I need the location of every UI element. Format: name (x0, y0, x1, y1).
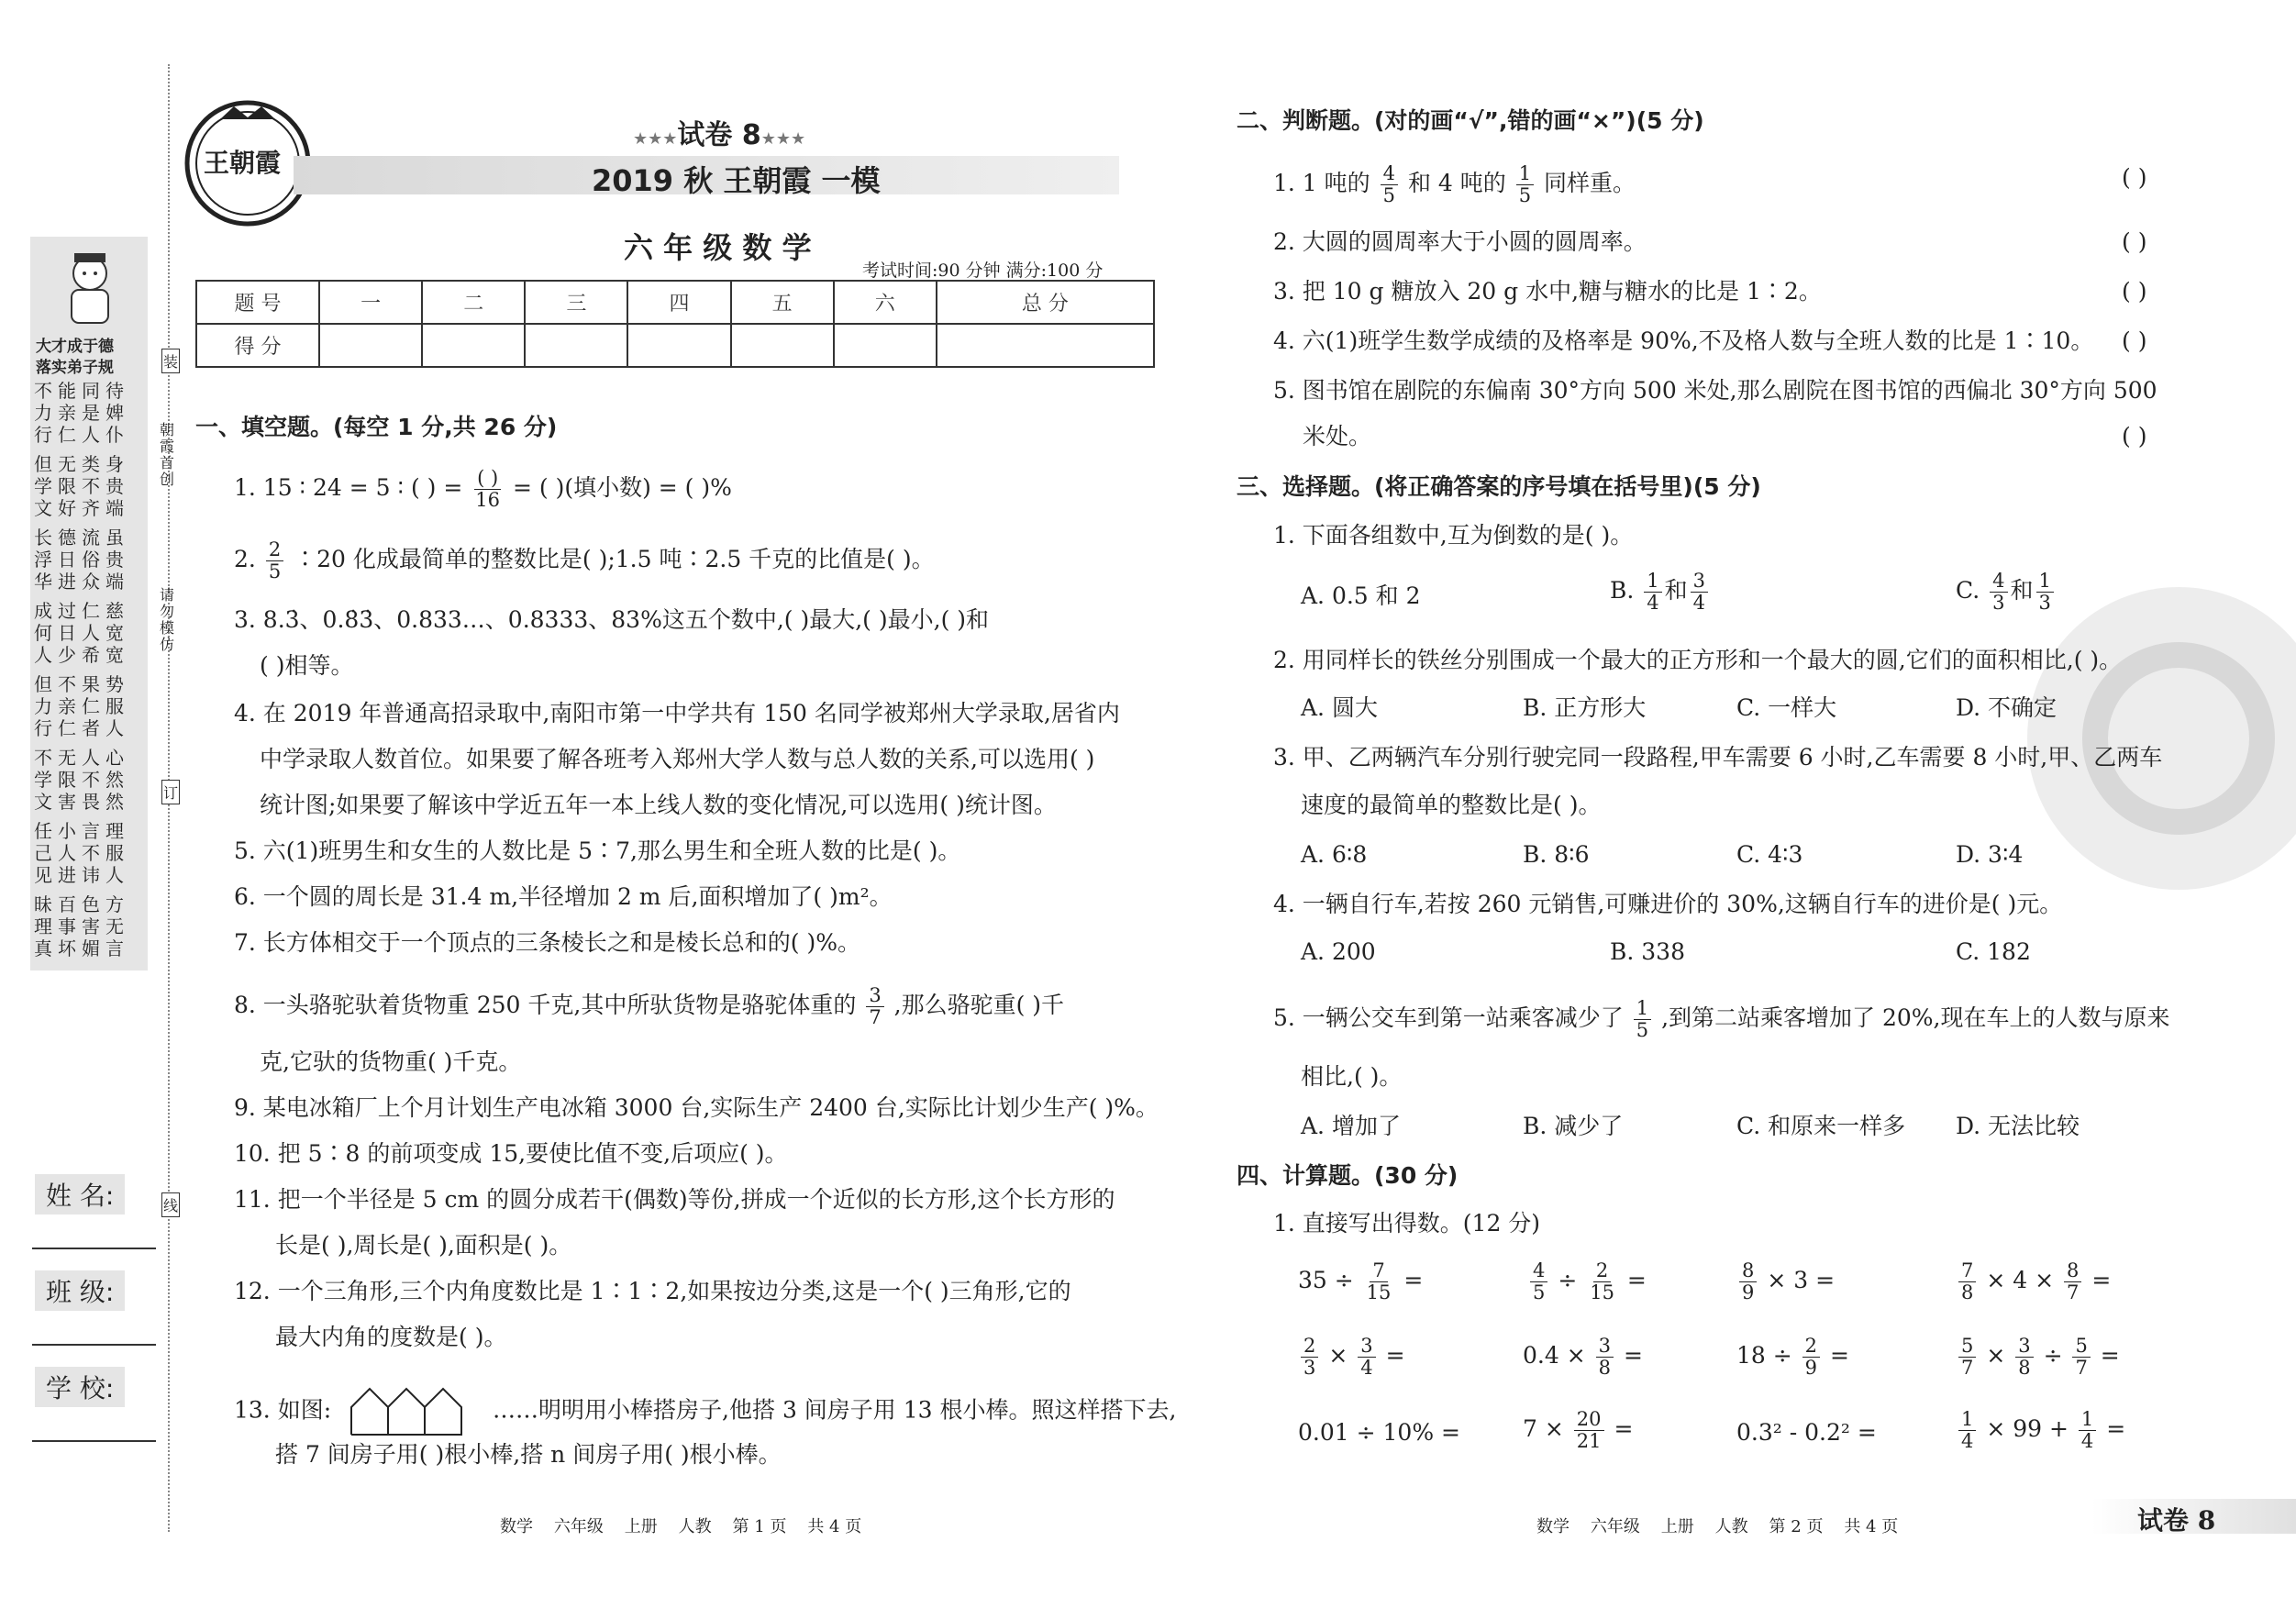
header-cell: 题 号 (196, 281, 319, 324)
header-cell: 六 (834, 281, 937, 324)
motto-columns (34, 380, 148, 967)
calc-fraction (2079, 1409, 2096, 1452)
fraction-denominator: 5 (1382, 184, 1395, 206)
calc-fraction (1301, 1336, 1318, 1379)
calc-text: ÷ (1558, 1267, 1578, 1293)
section1-title: 一、填空题。(每空 1 分,共 26 分) (195, 414, 558, 440)
school-label: 学 校: (35, 1367, 125, 1407)
calc-3 (1736, 1260, 1835, 1303)
houses-figure (348, 1387, 476, 1436)
motto-row: 长德流虽 (34, 527, 129, 549)
footer-right: 数学 六年级 上册 人教 第 2 页 共 4 页 (1536, 1517, 1899, 1536)
fraction-numerator: 2 (1593, 1260, 1611, 1282)
s2-q1-answer[interactable]: ( ) (2122, 164, 2147, 191)
score-cell[interactable] (937, 324, 1154, 367)
class-field[interactable] (32, 1344, 156, 1346)
fraction-numerator: 3 (1358, 1336, 1375, 1358)
option-letter: B. (1610, 577, 1635, 604)
s3-q4-opt-a[interactable]: A. 200 (1301, 938, 1376, 965)
s1-q5: 5. 六(1)班男生和女生的人数比是 5∶7,那么男生和全班人数的比是( )。 (234, 837, 961, 864)
s1-q7: 7. 长方体相交于一个顶点的三条棱长之和是棱长总和的( )%。 (234, 929, 861, 956)
calc-4 (1956, 1260, 2111, 1303)
s1-q13-line1 (234, 1387, 1176, 1436)
fraction-numerator: 4 (1990, 571, 2007, 593)
s3-q2-opt-d[interactable]: D. 不确定 (1956, 694, 2058, 721)
score-cell[interactable] (422, 324, 525, 367)
fraction-denominator: 3 (1303, 1357, 1316, 1379)
motto-row: 行仁人仆 (34, 424, 129, 446)
fraction-denominator: 21 (1576, 1430, 1602, 1452)
brand-logo (183, 99, 312, 227)
score-cell[interactable] (319, 324, 422, 367)
calc-fraction (1530, 1260, 1547, 1303)
s3-q1-opt-a[interactable]: A. 0.5 和 2 (1301, 582, 1421, 609)
motto-row: 学限不然 (34, 769, 129, 791)
s2-q1-text-b: 和 4 吨的 (1407, 170, 1506, 196)
motto-line-1: 大才成于德 (36, 338, 114, 356)
motto-row: 人少希宽 (34, 644, 129, 666)
option-fraction (2036, 571, 2054, 614)
header-cell: 二 (422, 281, 525, 324)
calc-text: = (1403, 1267, 1424, 1293)
s3-q5-text-a: 5. 一辆公交车到第一站乘客减少了 (1273, 1004, 1624, 1031)
s1-q1-text-a: 1. 15 ∶ 24 = 5 ∶ ( ) = (234, 474, 463, 501)
paper-label-text: 试卷 8 (677, 119, 761, 151)
motto-row: 学限不贵 (34, 475, 129, 497)
school-field[interactable] (32, 1440, 156, 1442)
calc-12 (1956, 1409, 2125, 1452)
sidebar-panel (30, 237, 148, 970)
motto-row: 不能同待 (34, 380, 129, 402)
calc-fraction (2064, 1260, 2081, 1303)
header-cell: 一 (319, 281, 422, 324)
fraction-denominator: 5 (1533, 1281, 1546, 1303)
fraction-denominator: 5 (1518, 184, 1532, 206)
fraction-numerator: 20 (1574, 1409, 1604, 1431)
section2-title: 二、判断题。(对的画“√”,错的画“×”)(5 分) (1237, 107, 1704, 134)
fraction-denominator: 7 (2066, 1281, 2080, 1303)
s2-q5-line2: 米处。 (1303, 423, 1372, 449)
s2-q3-answer[interactable]: ( ) (2122, 278, 2147, 305)
s1-q11-line1: 11. 把一个半径是 5 cm 的圆分成若干(偶数)等份,拼成一个近似的长方形,这个长方形的 (234, 1186, 1115, 1213)
calc-5 (1298, 1336, 1405, 1379)
motto-row: 理事害无 (34, 915, 129, 937)
fraction-denominator: 4 (1961, 1430, 1974, 1452)
option-fraction (1644, 571, 1661, 614)
s2-q2-answer[interactable]: ( ) (2122, 228, 2147, 255)
s1-q8-line2: 克,它驮的货物重( )千克。 (260, 1048, 522, 1075)
score-table-score-row (196, 324, 1154, 367)
option-fraction (1691, 571, 1708, 614)
calc-fraction (2015, 1336, 2033, 1379)
option-fraction (1990, 571, 2007, 614)
fraction-numerator: 1 (1634, 998, 1651, 1020)
s3-q3-opt-d[interactable]: D. 3∶4 (1956, 841, 2024, 868)
s1-q13-text-a: 13. 如图: (234, 1396, 332, 1424)
calc-fraction (2072, 1336, 2090, 1379)
motto-row: 力亲仁服 (34, 695, 129, 717)
binding-label-zhuang: 装 (161, 349, 180, 373)
fraction-numerator: 3 (1691, 571, 1708, 593)
calc-text: ÷ (2043, 1342, 2063, 1369)
binding-label-copyright: 朝霞首创 (160, 421, 175, 488)
fraction-numerator: 1 (1958, 1409, 1976, 1431)
s2-q4: 4. 六(1)班学生数学成绩的及格率是 90%,不及格人数与全班人数的比是 1∶10。 (1273, 327, 2094, 354)
s1-q1-fraction (472, 468, 503, 511)
calc-text: = (1623, 1342, 1643, 1369)
score-table (195, 280, 1155, 368)
calc-fraction (1739, 1260, 1757, 1303)
calc-fraction (1958, 1409, 1976, 1452)
fraction-denominator: 4 (1647, 592, 1659, 614)
motto-row: 任小言理 (34, 820, 129, 842)
s1-q6: 6. 一个圆的周长是 31.4 m,半径增加 2 m 后,面积增加了( )m²。 (234, 883, 893, 910)
s3-q2-opt-c[interactable]: C. 一样大 (1736, 694, 1837, 721)
calc-text: = (1830, 1342, 1849, 1369)
motto-line-2: 落实弟子规 (36, 359, 114, 377)
s3-q4-opt-b[interactable]: B. 338 (1610, 938, 1685, 965)
s1-q13-text-b: ……明明用小棒搭房子,他搭 3 间房子用 13 根小棒。照这样搭下去, (493, 1396, 1177, 1424)
score-table-header-row (196, 281, 1154, 324)
s1-q1-text-b: = ( )(填小数) = ( )% (512, 474, 732, 501)
name-label: 姓 名: (35, 1174, 125, 1214)
name-field[interactable] (32, 1248, 156, 1249)
calc-text: × 4 × (1986, 1267, 2055, 1293)
calc-11: 0.3² - 0.2² = (1736, 1419, 1877, 1446)
s2-q1-text-a: 1. 1 吨的 (1273, 170, 1370, 196)
s1-q4-line2: 中学录取人数首位。如果要了解各班考入郑州大学人数与总人数的关系,可以选用( ) (260, 746, 1095, 772)
calc-text: 7 × (1523, 1415, 1564, 1442)
fraction-numerator: ( ) (474, 468, 501, 490)
s3-q1-opt-b[interactable] (1610, 571, 1711, 614)
calc-text: = (1385, 1342, 1405, 1369)
calc-fraction (1587, 1260, 1617, 1303)
class-label: 班 级: (35, 1270, 125, 1311)
fraction-numerator: 1 (2036, 571, 2054, 593)
fraction-denominator: 9 (1804, 1357, 1818, 1379)
motto-row: 行仁者人 (34, 717, 129, 739)
motto-row: 但不果势 (34, 673, 129, 695)
s1-q3-line2: ( )相等。 (260, 652, 354, 679)
fraction-denominator: 7 (869, 1006, 882, 1028)
calc-text: = (2100, 1342, 2120, 1369)
s1-q2-fraction (266, 539, 283, 582)
fraction-numerator: 2 (1301, 1336, 1318, 1358)
fraction-numerator: 3 (1596, 1336, 1614, 1358)
motto-row: 浮日俗贵 (34, 549, 129, 571)
fraction-denominator: 4 (1692, 592, 1706, 614)
calc-text: × (1986, 1342, 2006, 1369)
s1-q10: 10. 把 5∶8 的前项变成 15,要使比值不变,后项应( )。 (234, 1140, 788, 1167)
fraction-numerator: 1 (1644, 571, 1661, 593)
s1-q12-line2: 最大内角的度数是( )。 (275, 1324, 507, 1350)
calc-text: × 3 = (1767, 1267, 1836, 1293)
calc-fraction (1358, 1336, 1375, 1379)
motto-row: 文害畏然 (34, 791, 129, 813)
s3-q3-line2: 速度的最简单的整数比是( )。 (1301, 792, 1602, 818)
score-cell[interactable] (834, 324, 937, 367)
s2-q1 (1273, 163, 1636, 206)
s1-q8-text-b: ,那么骆驼重( )千 (893, 992, 1065, 1018)
header-cell: 三 (525, 281, 627, 324)
motto-row: 见进讳人 (34, 864, 129, 886)
fraction-denominator: 9 (1742, 1281, 1755, 1303)
s2-q1-fraction-1 (1381, 163, 1398, 206)
calc-text: × 99 + (1986, 1415, 2069, 1442)
fraction-numerator: 7 (1370, 1260, 1387, 1282)
fraction-numerator: 5 (2072, 1336, 2090, 1358)
header-cell: 五 (731, 281, 834, 324)
calc-text: 35 ÷ (1298, 1267, 1354, 1293)
calc-7 (1736, 1336, 1849, 1379)
subject-title: 六 年 级 数 学 (624, 230, 812, 265)
fraction-numerator: 2 (1802, 1336, 1820, 1358)
calc-8 (1956, 1336, 2120, 1379)
fraction-denominator: 3 (2038, 592, 2051, 614)
calc-10 (1523, 1409, 1633, 1452)
option-letter: C. (1956, 577, 1980, 604)
score-cell[interactable] (731, 324, 834, 367)
fraction-denominator: 8 (2018, 1357, 2031, 1379)
calc-1 (1298, 1260, 1423, 1303)
header-cell: 总 分 (937, 281, 1154, 324)
s3-q2-opt-a[interactable]: A. 圆大 (1301, 694, 1378, 721)
motto-row: 华进众端 (34, 571, 129, 593)
binding-label-nocopy: 请勿模仿 (160, 586, 175, 653)
s1-q8-fraction (866, 985, 883, 1028)
fraction-denominator: 5 (1636, 1019, 1649, 1041)
fraction-numerator: 3 (866, 985, 883, 1007)
paper-label: ★★★试卷 8★★★ (633, 119, 806, 151)
s3-q5-opt-a[interactable]: A. 增加了 (1301, 1113, 1401, 1139)
calc-2 (1527, 1260, 1647, 1303)
s3-q5-text-b: ,到第二站乘客增加了 20%,现在车上的人数与原来 (1661, 1004, 2170, 1031)
s3-q2: 2. 用同样长的铁丝分别围成一个最大的正方形和一个最大的圆,它们的面积相比,( )。 (1273, 647, 2123, 673)
calc-text: × (1328, 1342, 1348, 1369)
fraction-numerator: 1 (1516, 163, 1534, 185)
s3-q5-opt-b[interactable]: B. 减少了 (1523, 1113, 1624, 1139)
score-cell[interactable] (525, 324, 627, 367)
s1-q12-line1: 12. 一个三角形,三个内角度数比是 1∶1∶2,如果按边分类,这是一个( )三角形,它的 (234, 1278, 1071, 1304)
fraction-numerator: 4 (1381, 163, 1398, 185)
score-cell[interactable] (627, 324, 730, 367)
calc-text: = (1626, 1267, 1647, 1293)
s3-q5-opt-d[interactable]: D. 无法比较 (1956, 1113, 2080, 1139)
s2-q2: 2. 大圆的圆周率大于小圆的圆周率。 (1273, 228, 1647, 255)
option-connector: 和 (2010, 577, 2034, 604)
s4-sub1: 1. 直接写出得数。(12 分) (1273, 1210, 1541, 1237)
fraction-numerator: 2 (266, 539, 283, 561)
fraction-denominator: 5 (268, 560, 282, 582)
s1-q13-line2: 搭 7 间房子用( )根小棒,搭 n 间房子用( )根小棒。 (275, 1441, 782, 1468)
calc-text: 0.4 × (1523, 1342, 1586, 1369)
fraction-numerator: 4 (1530, 1260, 1547, 1282)
fraction-denominator: 4 (1360, 1357, 1373, 1379)
s3-q3-opt-c[interactable]: C. 4∶3 (1736, 841, 1803, 868)
fraction-denominator: 4 (2080, 1430, 2094, 1452)
s3-q5-line2: 相比,( )。 (1301, 1063, 1403, 1090)
fraction-numerator: 8 (2064, 1260, 2081, 1282)
s3-q3-opt-b[interactable]: B. 8∶6 (1523, 841, 1590, 868)
calc-fraction (1596, 1336, 1614, 1379)
motto-row: 真坏媚言 (34, 937, 129, 959)
option-connector: 和 (1664, 577, 1688, 604)
calc-9: 0.01 ÷ 10% = (1298, 1419, 1460, 1446)
s3-q4: 4. 一辆自行车,若按 260 元销售,可赚进价的 30%,这辆自行车的进价是( )元。 (1273, 891, 2063, 917)
calc-fraction (1958, 1260, 1976, 1303)
fraction-denominator: 7 (1961, 1357, 1974, 1379)
fraction-numerator: 8 (1739, 1260, 1757, 1282)
s3-q2-opt-b[interactable]: B. 正方形大 (1523, 694, 1647, 721)
s1-q11-line2: 长是( ),周长是( ),面积是( )。 (275, 1232, 572, 1259)
header-cell: 四 (627, 281, 730, 324)
s3-q3-line1: 3. 甲、乙两辆汽车分别行驶完同一段路程,甲车需要 6 小时,乙车需要 8 小时,甲、乙两车 (1273, 744, 2163, 771)
motto-row: 何日人宽 (34, 622, 129, 644)
calc-fraction (1958, 1336, 1976, 1379)
s1-q2-text: ∶20 化成最简单的整数比是( );1.5 吨∶2.5 千克的比值是( )。 (294, 546, 935, 572)
fraction-numerator: 1 (2079, 1409, 2096, 1431)
s3-q5-line1 (1273, 998, 2170, 1041)
calc-text: = (2106, 1415, 2126, 1442)
fraction-numerator: 5 (1958, 1336, 1976, 1358)
s3-q5-opt-c[interactable]: C. 和原来一样多 (1736, 1113, 1906, 1139)
logo-text: 王朝霞 (204, 148, 282, 178)
s1-q2 (234, 539, 935, 582)
s2-q4-answer[interactable]: ( ) (2122, 327, 2147, 354)
motto-row: 己人不服 (34, 842, 129, 864)
fraction-denominator: 16 (475, 489, 501, 511)
footer-left: 数学 六年级 上册 人教 第 1 页 共 4 页 (500, 1517, 862, 1536)
s1-q9: 9. 某电冰箱厂上个月计划生产电冰箱 3000 台,实际生产 2400 台,实际比计划少生产( )%。 (234, 1094, 1159, 1121)
motto-row: 成过仁慈 (34, 600, 129, 622)
motto-row: 力亲是婢 (34, 402, 129, 424)
s1-q4-line1: 4. 在 2019 年普通高招录取中,南阳市第一中学共有 150 名同学被郑州大学录取,居省内 (234, 700, 1120, 726)
s1-q8-text-a: 8. 一头骆驼驮着货物重 250 千克,其中所驮货物是骆驼体重的 (234, 992, 857, 1018)
s3-q1: 1. 下面各组数中,互为倒数的是( )。 (1273, 522, 1634, 549)
s1-q1 (234, 468, 732, 511)
s3-q1-opt-c[interactable] (1956, 571, 2057, 614)
s3-q5-fraction (1634, 998, 1651, 1041)
binding-label-xian: 线 (161, 1192, 180, 1217)
fraction-denominator: 15 (1366, 1281, 1392, 1303)
s2-q5-answer[interactable]: ( ) (2122, 423, 2147, 449)
row-label: 得 分 (196, 324, 319, 367)
s3-q4-opt-c[interactable]: C. 182 (1956, 938, 2031, 965)
s2-q1-fraction-2 (1516, 163, 1534, 206)
calc-text: = (1614, 1415, 1634, 1442)
fraction-denominator: 15 (1590, 1281, 1614, 1303)
calc-text: = (2091, 1267, 2112, 1293)
exam-info: 考试时间:90 分钟 满分:100 分 (862, 261, 1104, 281)
footer-badge: 试卷 8 (2137, 1505, 2216, 1536)
binding-label-ding: 订 (161, 780, 180, 804)
motto-row: 但无类身 (34, 453, 129, 475)
scholar-illustration (49, 246, 131, 328)
fraction-denominator: 3 (1992, 592, 2005, 614)
motto-row: 文好齐端 (34, 497, 129, 519)
motto-row: 昧百色方 (34, 893, 129, 915)
s2-q5-line1: 5. 图书馆在剧院的东偏南 30°方向 500 米处,那么剧院在图书馆的西偏北 30°方向 500 (1273, 377, 2157, 404)
calc-fraction (1574, 1409, 1604, 1452)
motto-row: 不无人心 (34, 747, 129, 769)
s1-q8-line1 (234, 985, 1064, 1028)
s1-q4-line3: 统计图;如果要了解该中学近五年一本上线人数的变化情况,可以选用( )统计图。 (260, 792, 1057, 818)
exam-title: 2019 秋 王朝霞 一模 (592, 163, 881, 198)
fraction-denominator: 7 (2075, 1357, 2088, 1379)
s3-q3-opt-a[interactable]: A. 6∶8 (1301, 841, 1368, 868)
fraction-denominator: 8 (1598, 1357, 1611, 1379)
s1-q3-line1: 3. 8.3̇、0.8̇3̇、0.833…、0.8333、83%这五个数中,( )最大,( )最小,( )和 (234, 606, 990, 633)
s1-q2-number: 2. (234, 546, 256, 572)
s2-q3: 3. 把 10 g 糖放入 20 g 水中,糖与糖水的比是 1∶2。 (1273, 278, 1822, 305)
fraction-denominator: 8 (1961, 1281, 1974, 1303)
section4-title: 四、计算题。(30 分) (1237, 1162, 1459, 1189)
section3-title: 三、选择题。(将正确答案的序号填在括号里)(5 分) (1237, 473, 1761, 500)
calc-fraction (1364, 1260, 1394, 1303)
fraction-numerator: 3 (2015, 1336, 2033, 1358)
calc-6 (1523, 1336, 1643, 1379)
calc-fraction (1802, 1336, 1820, 1379)
fraction-numerator: 7 (1958, 1260, 1976, 1282)
calc-text: 18 ÷ (1736, 1342, 1792, 1369)
s2-q1-text-c: 同样重。 (1544, 170, 1636, 196)
